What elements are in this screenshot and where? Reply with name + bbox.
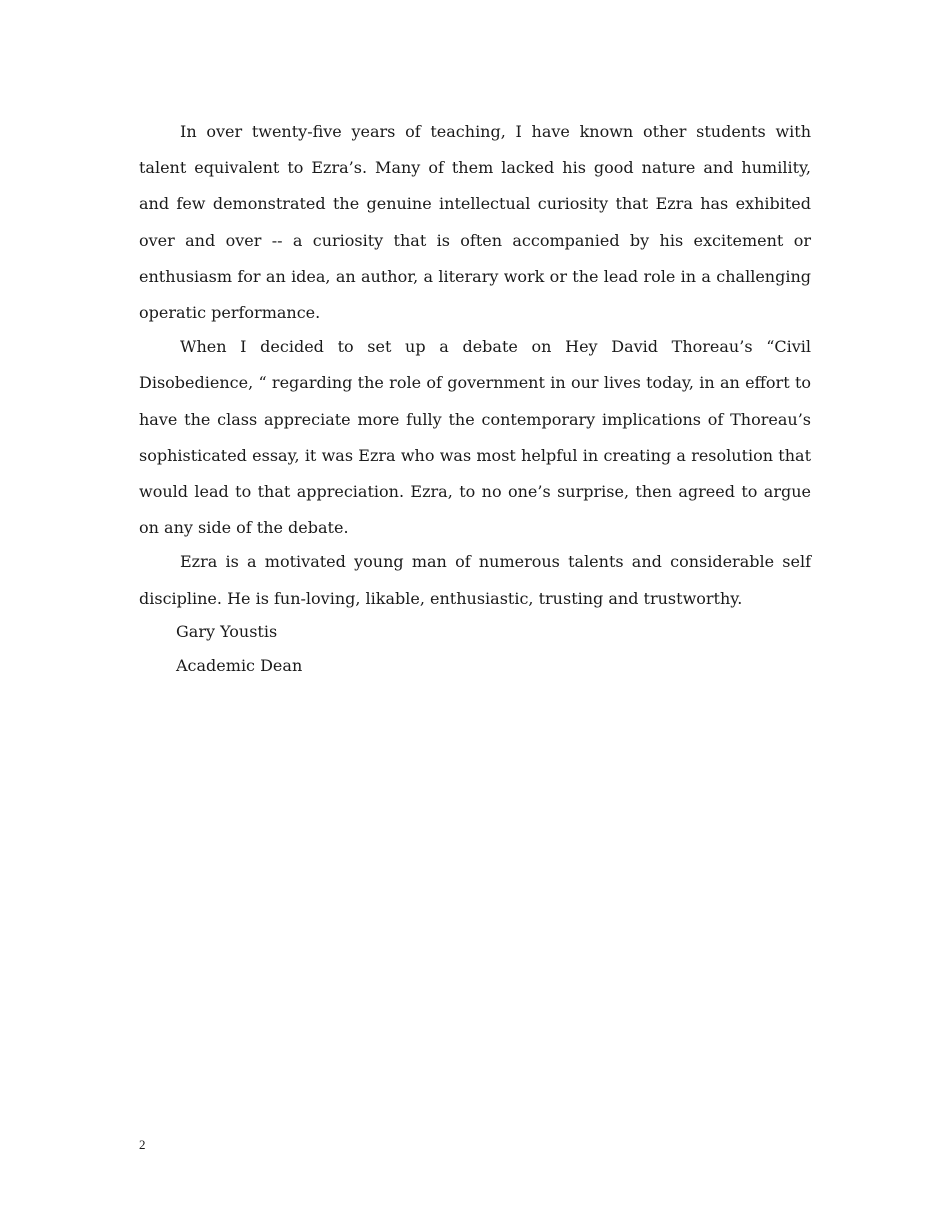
paragraph-3: Ezra is a motivated young man of numerous talents and considerable self discipline. He is fun-loving, likable, enthusiastic, trusting and trustworthy. [139,552,811,608]
page-number: 2 [139,1137,146,1152]
signature-title: Academic Dean [176,655,303,675]
letter-body [139,114,811,683]
signature-name: Gary Youstis [176,621,278,641]
paragraph-2: When I decided to set up a debate on Hey David Thoreau’s “Civil Disobedience, “ regarding the role of government in our lives today, in an effort to have the class appreciate more fully the contemporary implications of Thoreau’s sophisticated essay, it was Ezra who was most helpful in creating a resolution that would lead to that appreciation. Ezra, to no one’s surprise, then agreed to argue on any side of the debate. [139,337,811,538]
paragraph-1: In over twenty-five years of teaching, I have known other students with talent equivalent to Ezra’s. Many of them lacked his good nature and humility, and few demonstrated the genuine intellectual curiosity that Ezra has exhibited over and over -- a curiosity that is often accompanied by his excitement or enthusiasm for an idea, an author, a literary work or the lead role in a challenging operatic performance. [139,122,811,323]
